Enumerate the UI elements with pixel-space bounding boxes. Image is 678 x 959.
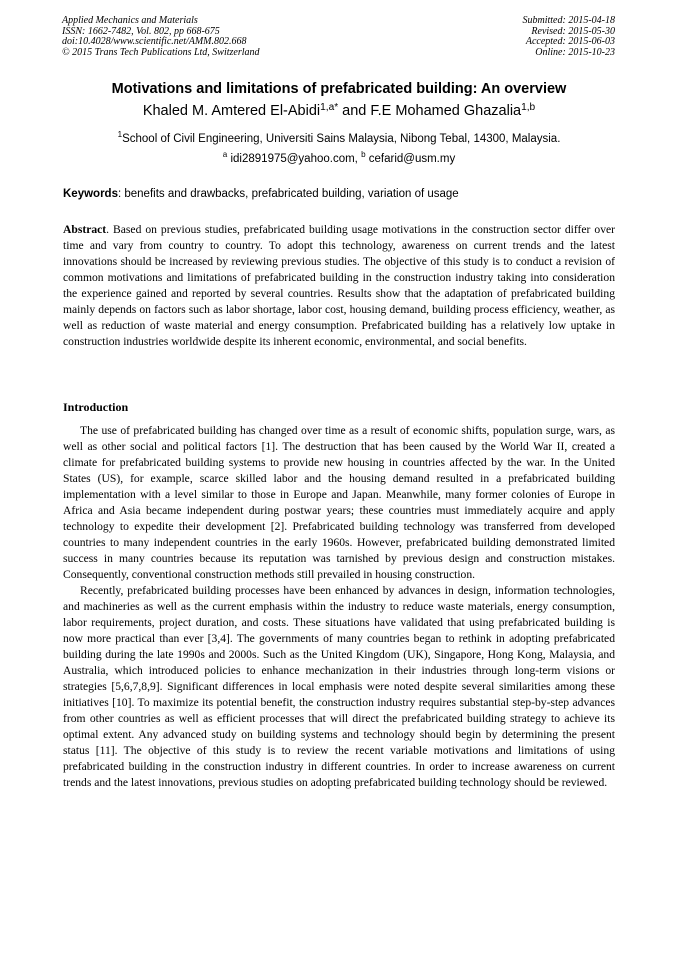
- publication-dates: [523, 16, 616, 58]
- author-line: [0, 102, 678, 122]
- abstract-text: . Based on previous studies, prefabricated building usage motivations in the construction sector differ over time and vary from country to country. To adopt this technology, awareness on current trends and the latest innovations should be increased by reviewing previous studies. The objective of this study is to conduct a revision of common motivations and limitations of prefabricated building in the construction industry taking into consideration the experience gained and reported by several countries. Results show that the adaptation of prefabricated building mainly depends on factors such as labor shortage, labor cost, housing demand, building process efficiency, weather, as well as reduction of waste material and energy consumption. Prefabricated building has a relatively low uptake in construction industries worldwide despite its inherent economic, environmental, and social benefits.: [63, 223, 615, 348]
- introduction-body: [63, 423, 615, 791]
- affiliation: [0, 132, 678, 147]
- paragraph: Recently, prefabricated building processes have been enhanced by advances in design, information technologies, and machineries as well as the current emphasis within the industry to reduce waste materials, energy consumption, labor requirements, project duration, and costs. These situations have validated that using prefabricated building is now more practical than ever [3,4]. The governments of many countries began to rethink in adopting prefabricated building during the late 1990s and 2000s. Such as the United Kingdom (UK), Singapore, Hong Kong, Malaysia, and Australia, which introduced policies to enhance mechanization in their industries through long-term visions or strategies [5,6,7,8,9]. Significant differences in local emphasis were noted despite several similarities among these initiatives [10]. To maximize its potential benefit, the construction industry requires substantial step-by-step advances from other countries as well as efficient processes that will direct the prefabricated building strategy to achieve its optimal extent. Any advanced study on building systems and technology should begin by determining the present status [11]. The objective of this study is to review the recent variable motivations and limitations of using prefabricated building in the construction industry in different countries. In order to increase awareness on current trends and the latest innovations, previous studies on adopting prefabricated building technology should be reviewed.: [63, 584, 615, 789]
- author-name: F.E Mohamed Ghazalia: [370, 103, 522, 119]
- affiliation-text: School of Civil Engineering, Universiti Sains Malaysia, Nibong Tebal, 14300, Malaysia.: [122, 133, 561, 145]
- copyright-line: © 2015 Trans Tech Publications Ltd, Switzerland: [62, 46, 260, 58]
- keywords: [63, 187, 615, 201]
- journal-info: [62, 16, 260, 58]
- submitted-date: Submitted: 2015-04-18: [522, 15, 615, 26]
- email-superscript: b: [361, 150, 366, 159]
- section-heading: Introduction: [63, 400, 129, 414]
- email-superscript: a: [222, 150, 228, 159]
- paragraph: The use of prefabricated building has changed over time as a result of economic shifts, population surge, wars, as well as other social and political factors [1]. The destruction that has been caused by the World War II, created a climate for prefabricated building systems to provide new housing in countries affected by the war. In the United States (US), for example, scarce skilled labor and the housing demand resulted in a prefabricated building implementation with a level similar to those in Europe and Japan. Meanwhile, many former colonies of Europe in Africa and Asia became independent during postwar years; these countries must immediately acquire and apply technology to expedite their development [2]. Prefabricated building technology was transferred from developed countries to many independent countries in the early 1960s. However, prefabricated building demonstrated limited success in many countries because its reputation was tarnished by previous design and construction mistakes. Consequently, conventional construction methods still prevailed in housing construction.: [63, 424, 615, 581]
- keywords-text: : benefits and drawbacks, prefabricated building, variation of usage: [117, 188, 459, 200]
- email-b: cefarid@usm.my: [365, 153, 456, 165]
- abstract-label: Abstract: [63, 223, 107, 236]
- author-separator: and: [338, 103, 371, 119]
- author-superscript: 1,b: [521, 102, 536, 113]
- issn-line: ISSN: 1662-7482, Vol. 802, pp 668-675: [62, 25, 220, 37]
- author-name: Khaled M. Amtered El-Abidi: [142, 103, 321, 119]
- affiliation-superscript: 1: [117, 130, 123, 139]
- journal-name: Applied Mechanics and Materials: [62, 15, 198, 26]
- online-date: Online: 2015-10-23: [535, 46, 615, 58]
- abstract: [63, 222, 615, 350]
- author-emails: [0, 152, 678, 167]
- accepted-date: Accepted: 2015-06-03: [525, 36, 615, 47]
- paper-title: Motivations and limitations of prefabricated building: An overview: [111, 81, 567, 97]
- doi-line: doi:10.4028/www.scientific.net/AMM.802.668: [62, 36, 247, 47]
- email-a: idi2891975@yahoo.com,: [227, 153, 362, 165]
- keywords-label: Keywords: [63, 188, 118, 200]
- revised-date: Revised: 2015-05-30: [531, 25, 615, 37]
- author-superscript: 1,a*: [320, 102, 339, 113]
